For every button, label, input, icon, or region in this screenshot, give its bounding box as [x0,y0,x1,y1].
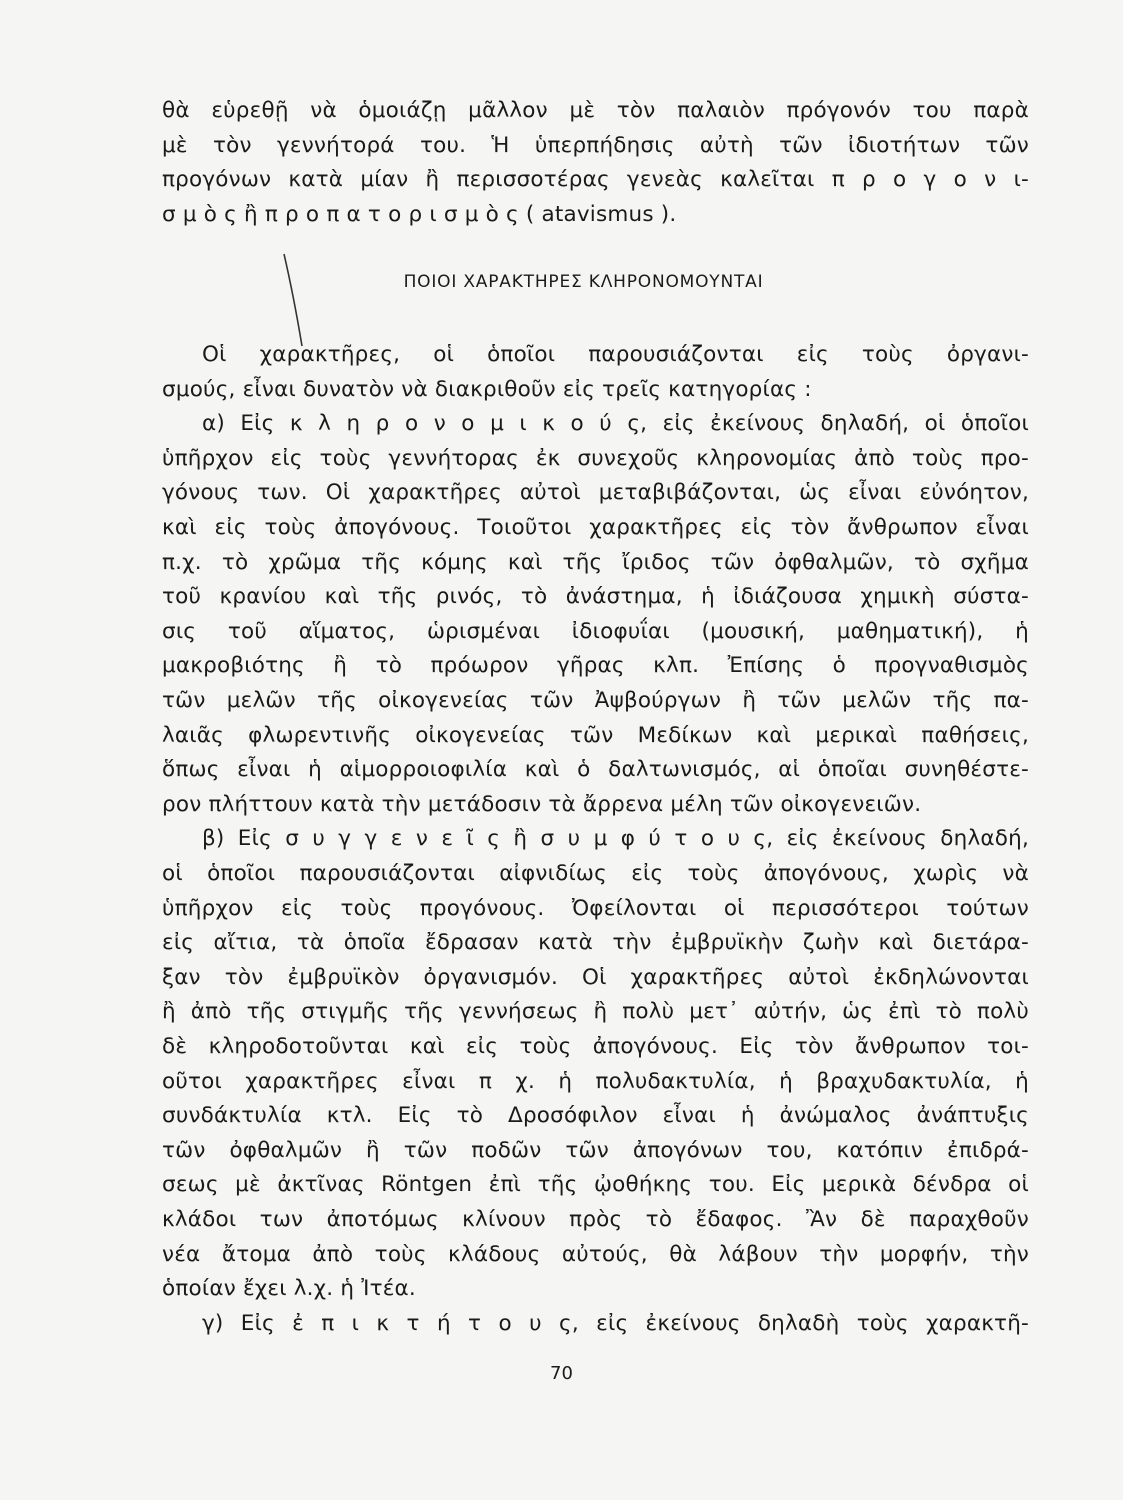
text-line: νέα ἄτομα ἀπὸ τοὺς κλάδους αὐτούς, θὰ λάβουν τὴν μορφήν, τὴν [162,1241,1029,1267]
text-line: μακροβιότης ἢ τὸ πρόωρον γῆρας κλπ. Ἐπίσης ὁ προγναθισμὸς [162,653,1029,679]
text-line: οἱ ὁποῖοι παρουσιάζονται αἰφνιδίως εἰς τοὺς ἀπογόνους, χωρὶς νὰ [162,861,1029,886]
text-line: ὁποίαν ἔχει λ.χ. ἡ Ἰτέα. [162,1276,416,1302]
section-heading [0,272,1123,292]
text-line: ὑπῆρχον εἰς τοὺς γεννήτορας ἐκ συνεχοῦς κληρονομίας ἀπὸ τοὺς προ- [162,445,1029,471]
text-line: Οἱ χαρακτῆρες, οἱ ὁποῖοι παρουσιάζονται εἰς τοὺς ὀργανι- [202,342,1029,367]
text-line: ξαν τὸν ἐμβρυϊκὸν ὀργανισμόν. Οἱ χαρακτῆρες αὐτοὶ ἐκδηλώνονται [162,964,1029,990]
pen-mark-icon [282,250,312,350]
text-line: τοῦ κρανίου καὶ τῆς ρινός, τὸ ἀνάστημα, ἡ ἰδιάζουσα χημικὴ σύστα- [162,584,1029,610]
text-line: τῶν ὀφθαλμῶν ἢ τῶν ποδῶν τῶν ἀπογόνων του, κατόπιν ἐπιδρά- [162,1137,1029,1163]
text-line: σεως μὲ ἀκτῖνας Röntgen ἐπὶ τῆς ᾠοθήκης του. Εἰς μερικὰ δένδρα οἱ [162,1172,1029,1198]
text-line: τῶν μελῶν τῆς οἰκογενείας τῶν Ἀψβούργων ἢ τῶν μελῶν τῆς πα- [162,688,1029,713]
text-line: θὰ εὑρεθῇ νὰ ὁμοιάζῃ μᾶλλον μὲ τὸν παλαιὸν πρόγονόν του παρὰ [162,98,1029,123]
text-line: οῦτοι χαρακτῆρες εἶναι π χ. ἡ πολυδακτυλία, ἡ βραχυδακτυλία, ἡ [162,1068,1029,1094]
page-number: 70 [550,1363,573,1384]
text-line: λαιᾶς φλωρεντινῆς οἰκογενείας τῶν Μεδίκων καὶ μερικαὶ παθήσεις, [162,722,1029,748]
text-line: α) Εἰς κ λ η ρ ο ν ο μ ι κ ο ύ ς, εἰς ἐκείνους δηλαδή, οἱ ὁποῖοι [202,411,1029,437]
text-line: εἰς αἴτια, τὰ ὁποῖα ἔδρασαν κατὰ τὴν ἐμβρυϊκὴν ζωὴν καὶ διετάρα- [162,930,1029,956]
text-line: προγόνων κατὰ μίαν ἢ περισσοτέρας γενεὰς καλεῖται π ρ ο γ ο ν ι- [162,167,1029,193]
text-line: σ μ ὸ ς ἢ π ρ ο π α τ ο ρ ι σ μ ὸ ς ( atavismus ). [162,201,677,227]
text-line: κλάδοι των ἀποτόμως κλίνουν πρὸς τὸ ἔδαφος. Ἂν δὲ παραχθοῦν [162,1207,1029,1232]
text-line: β) Εἰς σ υ γ γ ε ν ε ῖ ς ἢ σ υ μ φ ύ τ ο υ ς, εἰς ἐκείνους δηλαδή, [202,826,1029,852]
text-line: σμούς, εἶναι δυνατὸν νὰ διακριθοῦν εἰς τρεῖς κατηγορίας : [162,376,812,402]
text-line: μὲ τὸν γεννήτορά του. Ἡ ὑπερπήδησις αὐτὴ τῶν ἰδιοτήτων τῶν [162,132,1029,158]
section-heading-text: ΠΟΙΟΙ ΧΑΡΑΚΤΗΡΕΣ ΚΛΗΡΟΝΟΜΟΥΝΤΑΙ [403,272,764,292]
text-line: ἢ ἀπὸ τῆς στιγμῆς τῆς γεννήσεως ἢ πολὺ μετ᾽ αὐτήν, ὡς ἐπὶ τὸ πολὺ [162,999,1029,1025]
text-line: γ) Εἰς ἐ π ι κ τ ή τ ο υ ς, εἰς ἐκείνους δηλαδὴ τοὺς χαρακτῆ- [202,1310,1029,1336]
text-line: ὑπῆρχον εἰς τοὺς προγόνους. Ὀφείλονται οἱ περισσότεροι τούτων [162,895,1029,921]
text-line: συνδάκτυλία κτλ. Εἰς τὸ Δροσόφιλον εἶναι ἡ ἀνώμαλος ἀνάπτυξις [162,1103,1029,1129]
text-line: δὲ κληροδοτοῦνται καὶ εἰς τοὺς ἀπογόνους. Εἰς τὸν ἄνθρωπον τοι- [162,1034,1029,1059]
text-line: καὶ εἰς τοὺς ἀπογόνους. Τοιοῦτοι χαρακτῆρες εἰς τὸν ἄνθρωπον εἶναι [162,515,1029,540]
text-line: ρον πλήττουν κατὰ τὴν μετάδοσιν τὰ ἄρρενα μέλη τῶν οἰκογενειῶν. [162,791,922,817]
text-line: π.χ. τὸ χρῶμα τῆς κόμης καὶ τῆς ἴριδος τῶν ὀφθαλμῶν, τὸ σχῆμα [162,549,1029,575]
text-line: γόνους των. Οἱ χαρακτῆρες αὐτοὶ μεταβιβάζονται, ὡς εἶναι εὐνόητον, [162,480,1029,506]
text-line: ὅπως εἶναι ἡ αἱμορροιοφιλία καὶ ὁ δαλτωνισμός, αἱ ὁποῖαι συνηθέστε- [162,757,1029,783]
text-line: σις τοῦ αἵματος, ὡρισμέναι ἰδιοφυΐαι (μουσική, μαθηματική), ἡ [162,618,1029,644]
